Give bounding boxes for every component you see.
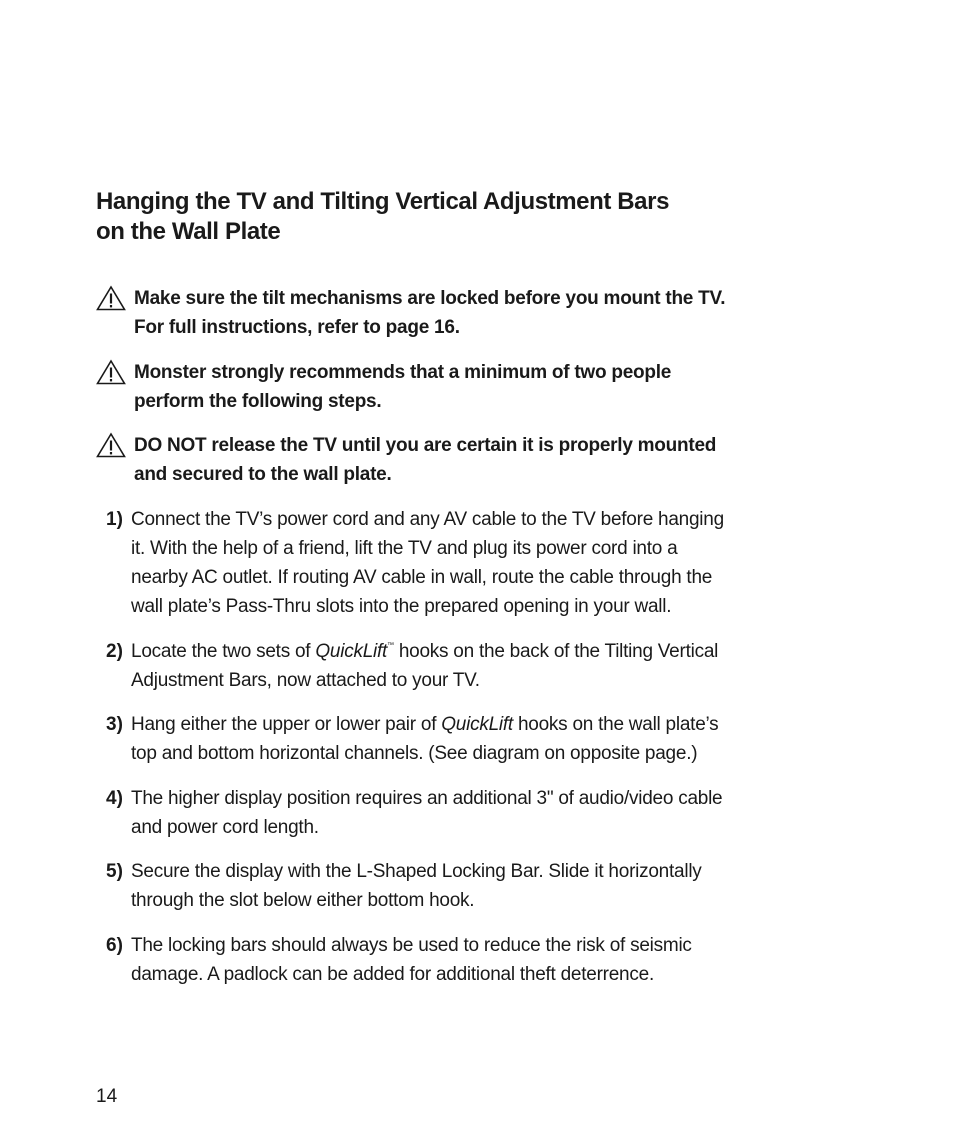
step-line: Secure the display with the L-Shaped Locking Bar. Slide it horizontally <box>131 861 702 882</box>
step-item <box>106 931 866 989</box>
warning-triangle-icon <box>96 285 126 311</box>
step-item <box>106 857 866 915</box>
step-line: nearby AC outlet. If routing AV cable in wall, route the cable through the <box>131 567 713 588</box>
warning-line: and secured to the wall plate. <box>134 464 392 485</box>
warning-notice <box>96 431 876 489</box>
page-title <box>96 187 796 247</box>
page-number: 14 <box>96 1086 118 1107</box>
step-number: 2) <box>106 641 123 662</box>
step-item <box>106 637 866 695</box>
step-line-text: hooks on the wall plate’s <box>512 714 719 735</box>
step-item <box>106 784 866 842</box>
warning-line: perform the following steps. <box>134 391 382 412</box>
warning-line: DO NOT release the TV until you are certain it is properly mounted <box>134 435 717 456</box>
step-text <box>131 931 866 989</box>
warning-line: Make sure the tilt mechanisms are locked before you mount the TV. <box>134 288 726 309</box>
trademark-mark: ™ <box>387 642 394 649</box>
warning-text <box>134 358 876 416</box>
warning-notice <box>96 284 876 342</box>
step-line: top and bottom horizontal channels. (See diagram on opposite page.) <box>131 743 698 764</box>
step-line <box>131 710 866 739</box>
product-name: QuickLift <box>315 641 388 662</box>
step-line: through the slot below either bottom hook. <box>131 890 475 911</box>
step-line-text: hooks on the back of the Tilting Vertical <box>393 641 719 662</box>
step-line-text: Hang either the upper or lower pair of <box>131 714 442 735</box>
step-number: 4) <box>106 788 123 809</box>
warning-line: Monster strongly recommends that a minimum of two people <box>134 362 672 383</box>
step-line: The locking bars should always be used to reduce the risk of seismic <box>131 935 692 956</box>
step-text <box>131 857 866 915</box>
warning-triangle-icon <box>96 359 126 385</box>
page-title-line: on the Wall Plate <box>96 218 281 245</box>
step-text <box>131 505 866 621</box>
step-text <box>131 710 866 768</box>
page-title-line: Hanging the TV and Tilting Vertical Adjustment Bars <box>96 188 670 215</box>
step-line: it. With the help of a friend, lift the TV and plug its power cord into a <box>131 538 678 559</box>
step-item <box>106 505 866 621</box>
warning-notice <box>96 358 876 416</box>
step-line: wall plate’s Pass-Thru slots into the prepared opening in your wall. <box>131 596 672 617</box>
step-number: 5) <box>106 861 123 882</box>
step-line-text: Locate the two sets of <box>131 641 316 662</box>
warning-text <box>134 284 876 342</box>
step-item <box>106 710 866 768</box>
step-number: 6) <box>106 935 123 956</box>
warning-triangle-icon <box>96 432 126 458</box>
warning-line: For full instructions, refer to page 16. <box>134 317 460 338</box>
step-number: 3) <box>106 714 123 735</box>
step-line: damage. A padlock can be added for additional theft deterrence. <box>131 964 654 985</box>
step-number: 1) <box>106 509 123 530</box>
step-line: Connect the TV’s power cord and any AV cable to the TV before hanging <box>131 509 724 530</box>
step-line <box>131 637 866 666</box>
step-line: and power cord length. <box>131 817 319 838</box>
step-line: Adjustment Bars, now attached to your TV. <box>131 670 480 691</box>
step-text <box>131 637 866 695</box>
warning-text <box>134 431 876 489</box>
step-line: The higher display position requires an additional 3" of audio/video cable <box>131 788 723 809</box>
step-text <box>131 784 866 842</box>
product-name: QuickLift <box>441 714 513 735</box>
